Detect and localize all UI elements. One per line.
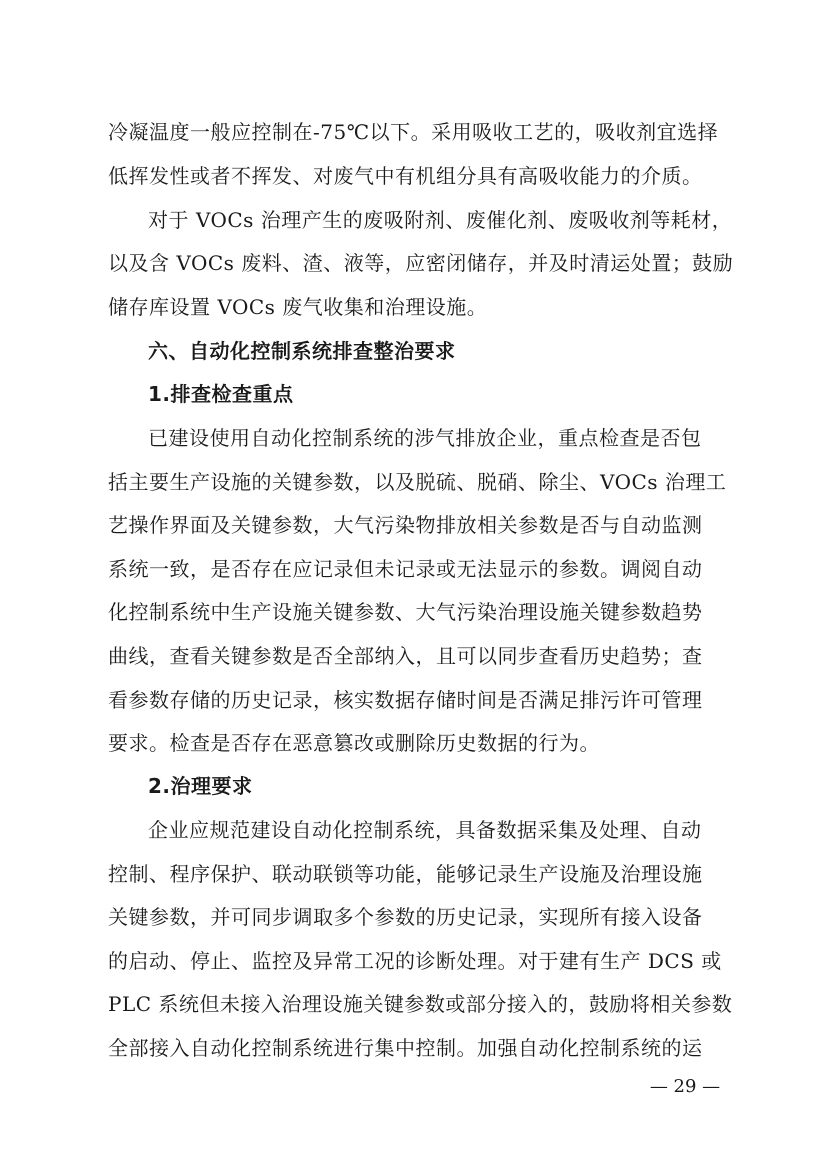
section-heading: 六、自动化控制系统排查整治要求 <box>148 339 456 363</box>
paragraph-line: 对于 VOCs 治理产生的废吸附剂、废催化剂、废吸收剂等耗材， <box>148 208 733 232</box>
subsection-heading: 1.排查检查重点 <box>148 382 294 406</box>
paragraph-line: 化控制系统中生产设施关键参数、大气污染治理设施关键参数趋势 <box>108 600 703 624</box>
paragraph-line: 低挥发性或者不挥发、对废气中有机组分具有高吸收能力的介质。 <box>108 164 703 188</box>
paragraph-line: 要求。检查是否存在恶意篡改或删除历史数据的行为。 <box>108 731 600 755</box>
subsection-heading: 2.治理要求 <box>148 774 253 798</box>
paragraph-line: 艺操作界面及关键参数，大气污染物排放相关参数是否与自动监测 <box>108 513 703 537</box>
paragraph-line: 企业应规范建设自动化控制系统，具备数据采集及处理、自动 <box>148 818 702 842</box>
paragraph-line: 括主要生产设施的关键参数，以及脱硫、脱硝、除尘、VOCs 治理工 <box>108 470 727 494</box>
paragraph-line: 已建设使用自动化控制系统的涉气排放企业，重点检查是否包 <box>148 426 702 450</box>
paragraph-line: 关键参数，并可同步调取多个参数的历史记录，实现所有接入设备 <box>108 905 703 929</box>
paragraph-line: PLC 系统但未接入治理设施关键参数或部分接入的，鼓励将相关参数 <box>108 992 733 1016</box>
paragraph-line: 以及含 VOCs 废料、渣、液等，应密闭储存，并及时清运处置；鼓励 <box>108 251 734 275</box>
paragraph-line: 控制、程序保护、联动联锁等功能，能够记录生产设施及治理设施 <box>108 862 703 886</box>
paragraph-line: 曲线，查看关键参数是否全部纳入，且可以同步查看历史趋势；查 <box>108 644 703 668</box>
paragraph-line: 系统一致，是否存在应记录但未记录或无法显示的参数。调阅自动 <box>108 557 703 581</box>
page-number: — 29 — <box>649 1076 721 1097</box>
paragraph-line: 储存库设置 VOCs 废气收集和治理设施。 <box>108 295 488 319</box>
paragraph-line: 全部接入自动化控制系统进行集中控制。加强自动化控制系统的运 <box>108 1036 703 1060</box>
paragraph-line: 冷凝温度一般应控制在-75℃以下。采用吸收工艺的，吸收剂宜选择 <box>108 120 719 144</box>
paragraph-line: 看参数存储的历史记录，核实数据存储时间是否满足排污许可管理 <box>108 688 703 712</box>
paragraph-line: 的启动、停止、监控及异常工况的诊断处理。对于建有生产 DCS 或 <box>108 949 722 973</box>
